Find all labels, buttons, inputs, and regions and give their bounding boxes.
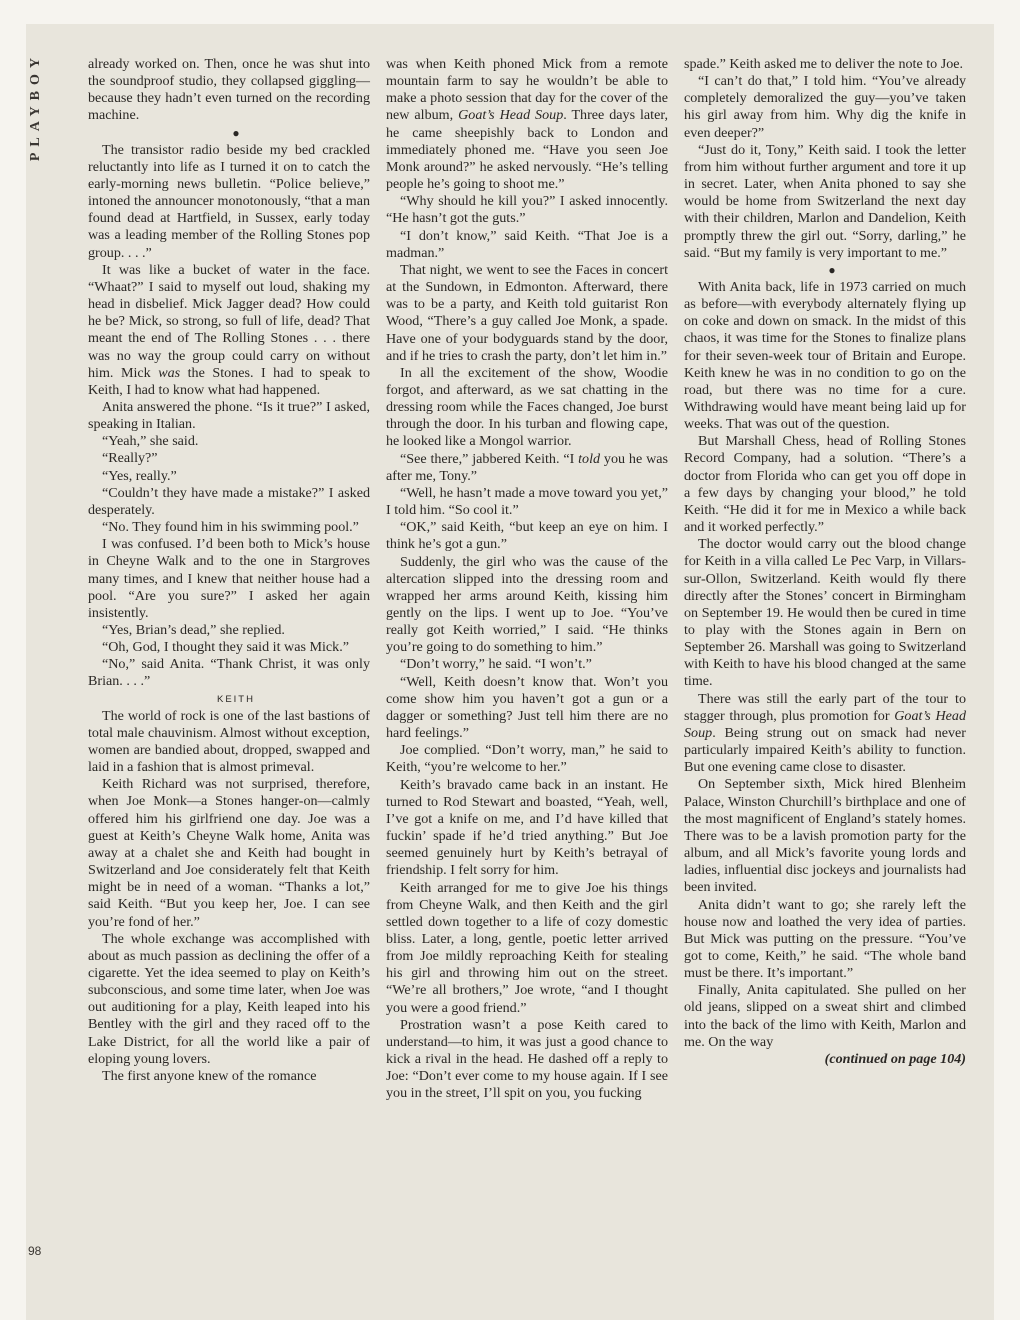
continued-on-note: (continued on page 104) bbox=[824, 1050, 966, 1067]
article-column-2 bbox=[386, 56, 668, 1103]
article-paragraph: “Why should he kill you?” I asked innocently. “He hasn’t got the guts.” bbox=[386, 193, 668, 227]
article-paragraph: On September sixth, Mick hired Blenheim Palace, Winston Churchill’s birthplace and one of the most magnificent of England’s stately homes. There was to be a lavish promotion party for the album, and all Mick’s favorite young lords and ladies, influential disc jockeys and journalists had been invited. bbox=[684, 776, 966, 896]
article-paragraph: “No,” said Anita. “Thank Christ, it was only Brian. . . .” bbox=[88, 656, 370, 690]
article-column-3 bbox=[684, 56, 966, 1068]
article-paragraph: “Yes, really.” bbox=[102, 467, 177, 484]
article-paragraph: “Yeah,” she said. bbox=[102, 433, 199, 450]
article-paragraph: The first anyone knew of the romance bbox=[102, 1067, 317, 1084]
article-paragraph: spade.” Keith asked me to deliver the note to Joe. bbox=[684, 56, 964, 72]
article-paragraph: “Just do it, Tony,” Keith said. I took the letter from him without further argument and tore it up in secret. Later, when Anita phoned to say she would be home from Switzerland the next day with their children, Marlon and Dandelion, Keith promptly threw the girl out. “Sorry, darling,” he said. “But my family is very important to me.” bbox=[684, 141, 966, 261]
article-paragraph: Keith’s bravado came back in an instant. He turned to Rod Stewart and boasted, “Yeah, well, I’ve got a knife on me, and I’d have killed that fuckin’ spade if he’d tried anything.” But Joe seemed genuinely hurt by Keith’s betrayal of friendship. I felt sorry for him. bbox=[386, 776, 668, 879]
article-paragraph: “Yes, Brian’s dead,” she replied. bbox=[102, 622, 285, 638]
article-paragraph: It was like a bucket of water in the face. “Whaat?” I said to myself out loud, shaking my head in disbelief. Mick Jagger dead? How could he be? Mick, so strong, so full of life, dead? That meant the end of The Rolling Stones . . . there was no way the group could carry on without him. Mick was the Stones. I had to speak to Keith, I had to know what had happened. bbox=[88, 261, 370, 398]
section-heading: KEITH bbox=[217, 693, 255, 705]
article-paragraph: I was confused. I’d been both to Mick’s house in Cheyne Walk and to the one in Stargroves many times, and I knew that neither house had a pool. “Are you sure?” I asked her again insistently. bbox=[88, 536, 370, 621]
article-paragraph: Keith arranged for me to give Joe his things from Cheyne Walk, and then Keith and the girl settled down together to a life of cozy domestic bliss. Later, a long, gentle, poetic letter arrived from Joe mildly reproaching Keith for stealing his girl and throwing him out on the street. “We’re all brothers,” Joe wrote, “and I thought you were a good friend.” bbox=[386, 879, 668, 1016]
section-separator: ● bbox=[232, 125, 240, 140]
article-paragraph: That night, we went to see the Faces in concert at the Sundown, in Edmonton. Afterward, there was to be a party, and Keith told guitarist Ron Wood, “There’s a guy called Joe Monk, a spade. Have one of your bodyguards stand by the door, and if he tries to crash the party, don’t let him in.” bbox=[386, 261, 668, 364]
article-column-1 bbox=[88, 56, 370, 1085]
article-paragraph: “I can’t do that,” I told him. “You’ve already completely demoralized the guy—you’ve taken his girl away from him. Why dig the knife in even deeper?” bbox=[684, 73, 966, 141]
article-paragraph: “OK,” said Keith, “but keep an eye on him. I think he’s got a gun.” bbox=[386, 519, 668, 553]
article-paragraph: “Really?” bbox=[102, 450, 158, 467]
article-paragraph: Anita didn’t want to go; she rarely left the house now and loathed the very idea of parties. But Mick was putting on the pressure. “You’ve got to come, Keith,” he said. “The whole band must be there. It’s important.” bbox=[684, 896, 966, 982]
article-paragraph: “Well, he hasn’t made a move toward you yet,” I told him. “So cool it.” bbox=[386, 484, 668, 519]
magazine-name-running-head: PLAYBOY bbox=[28, 52, 43, 162]
article-paragraph: But Marshall Chess, head of Rolling Stones Record Company, had a solution. “There’s a doctor from Florida who can get you off dope in a few days by changing your blood,” he told Keith. “He did it for me in Mexico a while back and it worked perfectly.” bbox=[684, 433, 966, 536]
article-paragraph: “Couldn’t they have made a mistake?” I asked desperately. bbox=[88, 484, 370, 518]
article-paragraph: The whole exchange was accomplished with about as much passion as declining the offer of a cigarette. Yet the idea seemed to play on Keith’s subconscious, and some time later, when Joe was out auditioning for a play, Keith leaped into his Bentley with the girl and they raced off to the Lake District, for all the world like a pair of eloping young lovers. bbox=[88, 930, 370, 1067]
section-separator: ● bbox=[828, 262, 836, 277]
article-paragraph: Anita answered the phone. “Is it true?” I asked, speaking in Italian. bbox=[88, 398, 370, 433]
page-number: 98 bbox=[28, 1244, 42, 1258]
article-paragraph: Prostration wasn’t a pose Keith cared to understand—to him, it was just a good chance to kick a rival in the head. He dashed off a reply to Joe: “Don’t ever come to my house again. If I see you in the street, I’ll spit on you, you fucking bbox=[386, 1016, 668, 1102]
article-paragraph: “I don’t know,” said Keith. “That Joe is a madman.” bbox=[386, 227, 668, 261]
article-paragraph: “Well, Keith doesn’t know that. Won’t you come show him you haven’t got a gun or a dagger or something? Just tell him there are no hard feelings.” bbox=[386, 673, 668, 742]
article-paragraph: “See there,” jabbered Keith. “I told you he was after me, Tony.” bbox=[386, 450, 669, 484]
article-paragraph: The doctor would carry out the blood change for Keith in a villa called Le Pec Varp, in Villars-sur-Ollon, Switzerland. Keith would fly there directly after the Stones’ concert in Birmingham on September 19. He would then be cured in time to play with the Stones again in Bern on September 26. Marshall was going to Switzerland with Keith to have his blood changed at the same time. bbox=[684, 536, 966, 690]
article-paragraph: There was still the early part of the tour to stagger through, plus promotion for Goat’s Head Soup. Being strung out on smack had never particularly impaired Keith’s ability to function. But one evening came close to disaster. bbox=[684, 690, 966, 776]
article-paragraph: In all the excitement of the show, Woodie forgot, and afterward, as we sat chatting in the dressing room while the Faces changed, Joe burst through the door. In his turban and flowing cape, he looked like a Mongol warrior. bbox=[386, 364, 668, 450]
article-paragraph: “No. They found him in his swimming pool.” bbox=[102, 519, 359, 536]
article-paragraph: “Don’t worry,” he said. “I won’t.” bbox=[400, 656, 592, 673]
article-paragraph: Suddenly, the girl who was the cause of the altercation slipped into the dressing room and wrapped her arms around Keith, kissing him gently on the lips. I went up to Joe. “You’ve really got Keith worried,” I said. “He thinks you’re going to do something to him.” bbox=[386, 553, 668, 656]
article-paragraph: “Oh, God, I thought they said it was Mick.” bbox=[102, 639, 349, 656]
article-paragraph: already worked on. Then, once he was shut into the soundproof studio, they collapsed giggling—because they hadn’t even turned on the recording machine. bbox=[88, 56, 370, 124]
article-paragraph: With Anita back, life in 1973 carried on much as before—with everybody alternately flying up on coke and down on smack. In the midst of this chaos, it was time for the Stones to finalize plans for their seven-week tour of Britain and Europe. Keith knew he was in no condition to go on the road, but there was no time for a cure. Withdrawing would have meant being laid up for weeks. That was out of the question. bbox=[684, 278, 966, 433]
article-paragraph: The world of rock is one of the last bastions of total male chauvinism. Almost without exception, women are bandied about, dropped, swapped and laid in a fashion that is almost primeval. bbox=[88, 707, 370, 776]
article-paragraph: was when Keith phoned Mick from a remote mountain farm to say he wouldn’t be able to make a photo session that day for the cover of the new album, Goat’s Head Soup. Three days later, he came sheepishly back to London and immediately phoned me. “Have you seen Joe Monk around?” he asked nervously. “He’s telling people he’s going to shoot me.” bbox=[386, 56, 669, 193]
article-paragraph: Keith Richard was not surprised, therefore, when Joe Monk—a Stones hanger-on—calmly offered him his girlfriend one day. Joe was a guest at Keith’s Cheyne Walk home, Anita was away at a chalet she and Keith had bought in Switzerland and Joe considerately felt that Keith might be in need of a woman. “Thanks a lot,” said Keith. “But you keep her, Joe. I can see you’re fond of her.” bbox=[88, 776, 370, 930]
article-paragraph: Finally, Anita capitulated. She pulled on her old jeans, slipped on a sweat shirt and climbed into the back of the limo with Keith, Marlon and me. On the way bbox=[684, 982, 966, 1050]
article-paragraph: Joe complied. “Don’t worry, man,” he said to Keith, “you’re welcome to her.” bbox=[386, 742, 668, 776]
article-paragraph: The transistor radio beside my bed crackled reluctantly into life as I turned it on to catch the early-morning news bulletin. “Police believe,” intoned the announcer monotonously, “that a man found dead at Hartfield, in Sussex, early today was a leading member of the Rolling Stones pop group. . . .” bbox=[88, 141, 370, 261]
